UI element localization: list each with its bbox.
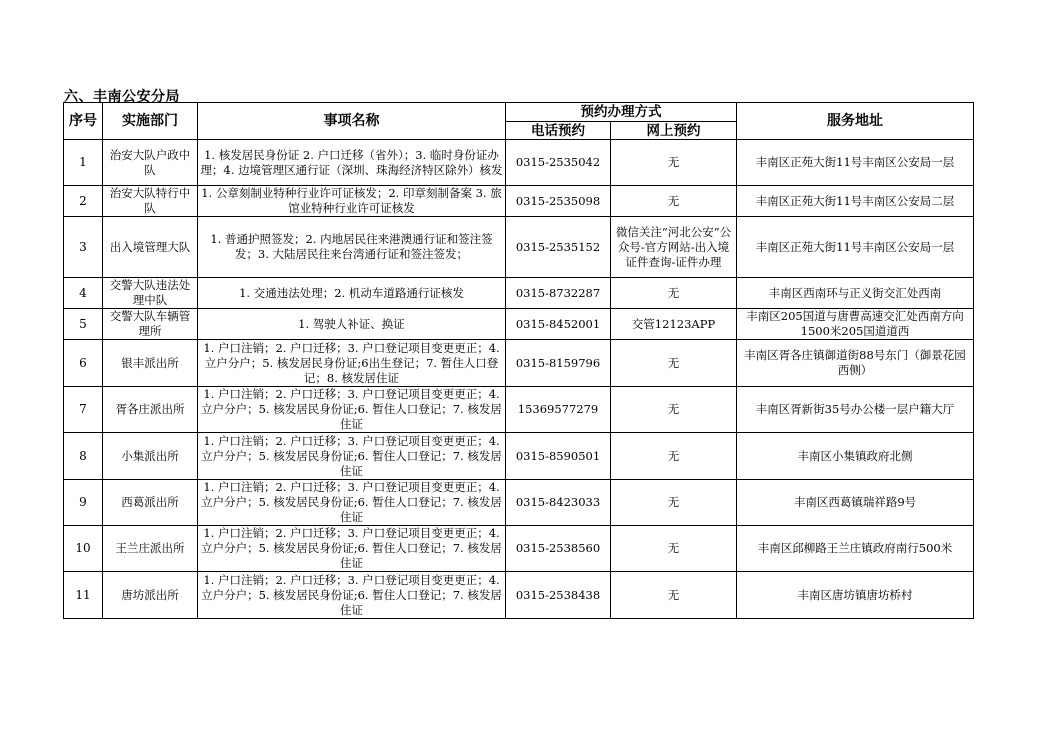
row-items: 1. 户口注销；2. 户口迁移；3. 户口登记项目变更更正；4. 立户分户；5. 核发居民身份证;6. 暂住人口登记；7. 核发居住证 — [198, 526, 506, 572]
row-items: 1. 交通违法处理；2. 机动车道路通行证核发 — [198, 278, 506, 309]
row-items: 1. 驾驶人补证、换证 — [198, 309, 506, 340]
row-seq: 1 — [64, 140, 103, 186]
row-online: 无 — [611, 186, 737, 217]
row-address: 丰南区唐坊镇唐坊桥村 — [737, 572, 974, 619]
header-items: 事项名称 — [198, 103, 506, 140]
header-appointment: 预约办理方式 — [506, 103, 737, 122]
row-items: 1. 普通护照签发；2. 内地居民往来港澳通行证和签注签发；3. 大陆居民往来台湾通行证和签注签发； — [198, 217, 506, 278]
table-row — [64, 340, 974, 387]
row-dept: 交警大队车辆管理所 — [103, 309, 198, 340]
table-row — [64, 309, 974, 340]
row-items: 1. 户口注销；2. 户口迁移；3. 户口登记项目变更更正；4. 立户分户；5. 核发居民身份证;6. 暂住人口登记；7. 核发居住证 — [198, 572, 506, 619]
row-address: 丰南区西南环与正义街交汇处西南 — [737, 278, 974, 309]
row-online: 无 — [611, 340, 737, 387]
row-online: 交管12123APP — [611, 309, 737, 340]
row-address: 丰南区小集镇政府北侧 — [737, 433, 974, 480]
row-phone: 0315-8590501 — [506, 433, 611, 480]
row-dept: 西葛派出所 — [103, 480, 198, 526]
row-phone: 0315-8423033 — [506, 480, 611, 526]
table-row — [64, 140, 974, 186]
row-phone: 0315-2535098 — [506, 186, 611, 217]
row-items: 1. 户口注销；2. 户口迁移；3. 户口登记项目变更更正；4. 立户分户；5. 核发居民身份证;6. 暂住人口登记；7. 核发居住证 — [198, 433, 506, 480]
row-address: 丰南区205国道与唐曹高速交汇处西南方向1500米205国道道西 — [737, 309, 974, 340]
table-row — [64, 217, 974, 278]
row-seq: 9 — [64, 480, 103, 526]
row-dept: 出入境管理大队 — [103, 217, 198, 278]
row-online: 无 — [611, 140, 737, 186]
row-seq: 4 — [64, 278, 103, 309]
row-online: 微信关注“河北公安”公众号-官方网站-出入境证件查询-证件办理 — [611, 217, 737, 278]
row-phone: 0315-2538438 — [506, 572, 611, 619]
row-online: 无 — [611, 278, 737, 309]
row-phone: 0315-8452001 — [506, 309, 611, 340]
row-seq: 6 — [64, 340, 103, 387]
table-row — [64, 278, 974, 309]
row-phone: 0315-2535042 — [506, 140, 611, 186]
table-row — [64, 480, 974, 526]
row-online: 无 — [611, 572, 737, 619]
row-seq: 3 — [64, 217, 103, 278]
row-address: 丰南区胥新街35号办公楼一层户籍大厅 — [737, 387, 974, 433]
row-seq: 10 — [64, 526, 103, 572]
row-items: 1. 户口注销；2. 户口迁移；3. 户口登记项目变更更正；4. 立户分户；5. 核发居民身份证;6. 暂住人口登记；7. 核发居住证 — [198, 387, 506, 433]
table-row — [64, 526, 974, 572]
service-table — [63, 102, 974, 619]
row-dept: 治安大队特行中队 — [103, 186, 198, 217]
row-seq: 5 — [64, 309, 103, 340]
row-address: 丰南区正苑大街11号丰南区公安局一层 — [737, 217, 974, 278]
row-dept: 王兰庄派出所 — [103, 526, 198, 572]
row-phone: 0315-8159796 — [506, 340, 611, 387]
header-address: 服务地址 — [737, 103, 974, 140]
row-seq: 11 — [64, 572, 103, 619]
row-items: 1. 公章刻制业特种行业许可证核发；2. 印章刻制备案 3. 旅馆业特种行业许可证核发 — [198, 186, 506, 217]
row-online: 无 — [611, 480, 737, 526]
row-phone: 0315-2538560 — [506, 526, 611, 572]
row-dept: 银丰派出所 — [103, 340, 198, 387]
table-row — [64, 572, 974, 619]
row-items: 1. 户口注销；2. 户口迁移；3. 户口登记项目变更更正；4. 立户分户；5. 核发居民身份证;6出生登记；7. 暂住人口登记；8. 核发居住证 — [198, 340, 506, 387]
table-row — [64, 186, 974, 217]
table-row — [64, 433, 974, 480]
row-address: 丰南区邱柳路王兰庄镇政府南行500米 — [737, 526, 974, 572]
row-dept: 胥各庄派出所 — [103, 387, 198, 433]
row-online: 无 — [611, 433, 737, 480]
header-phone: 电话预约 — [506, 122, 611, 140]
row-address: 丰南区正苑大街11号丰南区公安局二层 — [737, 186, 974, 217]
row-phone: 15369577279 — [506, 387, 611, 433]
row-online: 无 — [611, 526, 737, 572]
row-seq: 7 — [64, 387, 103, 433]
row-address: 丰南区西葛镇瑞祥路9号 — [737, 480, 974, 526]
header-seq: 序号 — [64, 103, 103, 140]
row-address: 丰南区胥各庄镇御道街88号东门（御景花园西侧） — [737, 340, 974, 387]
header-online: 网上预约 — [611, 122, 737, 140]
row-phone: 0315-8732287 — [506, 278, 611, 309]
row-dept: 交警大队违法处理中队 — [103, 278, 198, 309]
row-online: 无 — [611, 387, 737, 433]
row-seq: 8 — [64, 433, 103, 480]
header-dept: 实施部门 — [103, 103, 198, 140]
row-items: 1. 户口注销；2. 户口迁移；3. 户口登记项目变更更正；4. 立户分户；5. 核发居民身份证;6. 暂住人口登记；7. 核发居住证 — [198, 480, 506, 526]
section-title: 六、丰南公安分局 — [64, 89, 180, 105]
table-row — [64, 387, 974, 433]
row-phone: 0315-2535152 — [506, 217, 611, 278]
row-address: 丰南区正苑大街11号丰南区公安局一层 — [737, 140, 974, 186]
row-items: 1. 核发居民身份证 2. 户口迁移（省外）；3. 临时身份证办理；4. 边境管理区通行证（深圳、珠海经济特区除外）核发 — [198, 140, 506, 186]
row-dept: 唐坊派出所 — [103, 572, 198, 619]
row-dept: 治安大队户政中队 — [103, 140, 198, 186]
row-seq: 2 — [64, 186, 103, 217]
row-dept: 小集派出所 — [103, 433, 198, 480]
